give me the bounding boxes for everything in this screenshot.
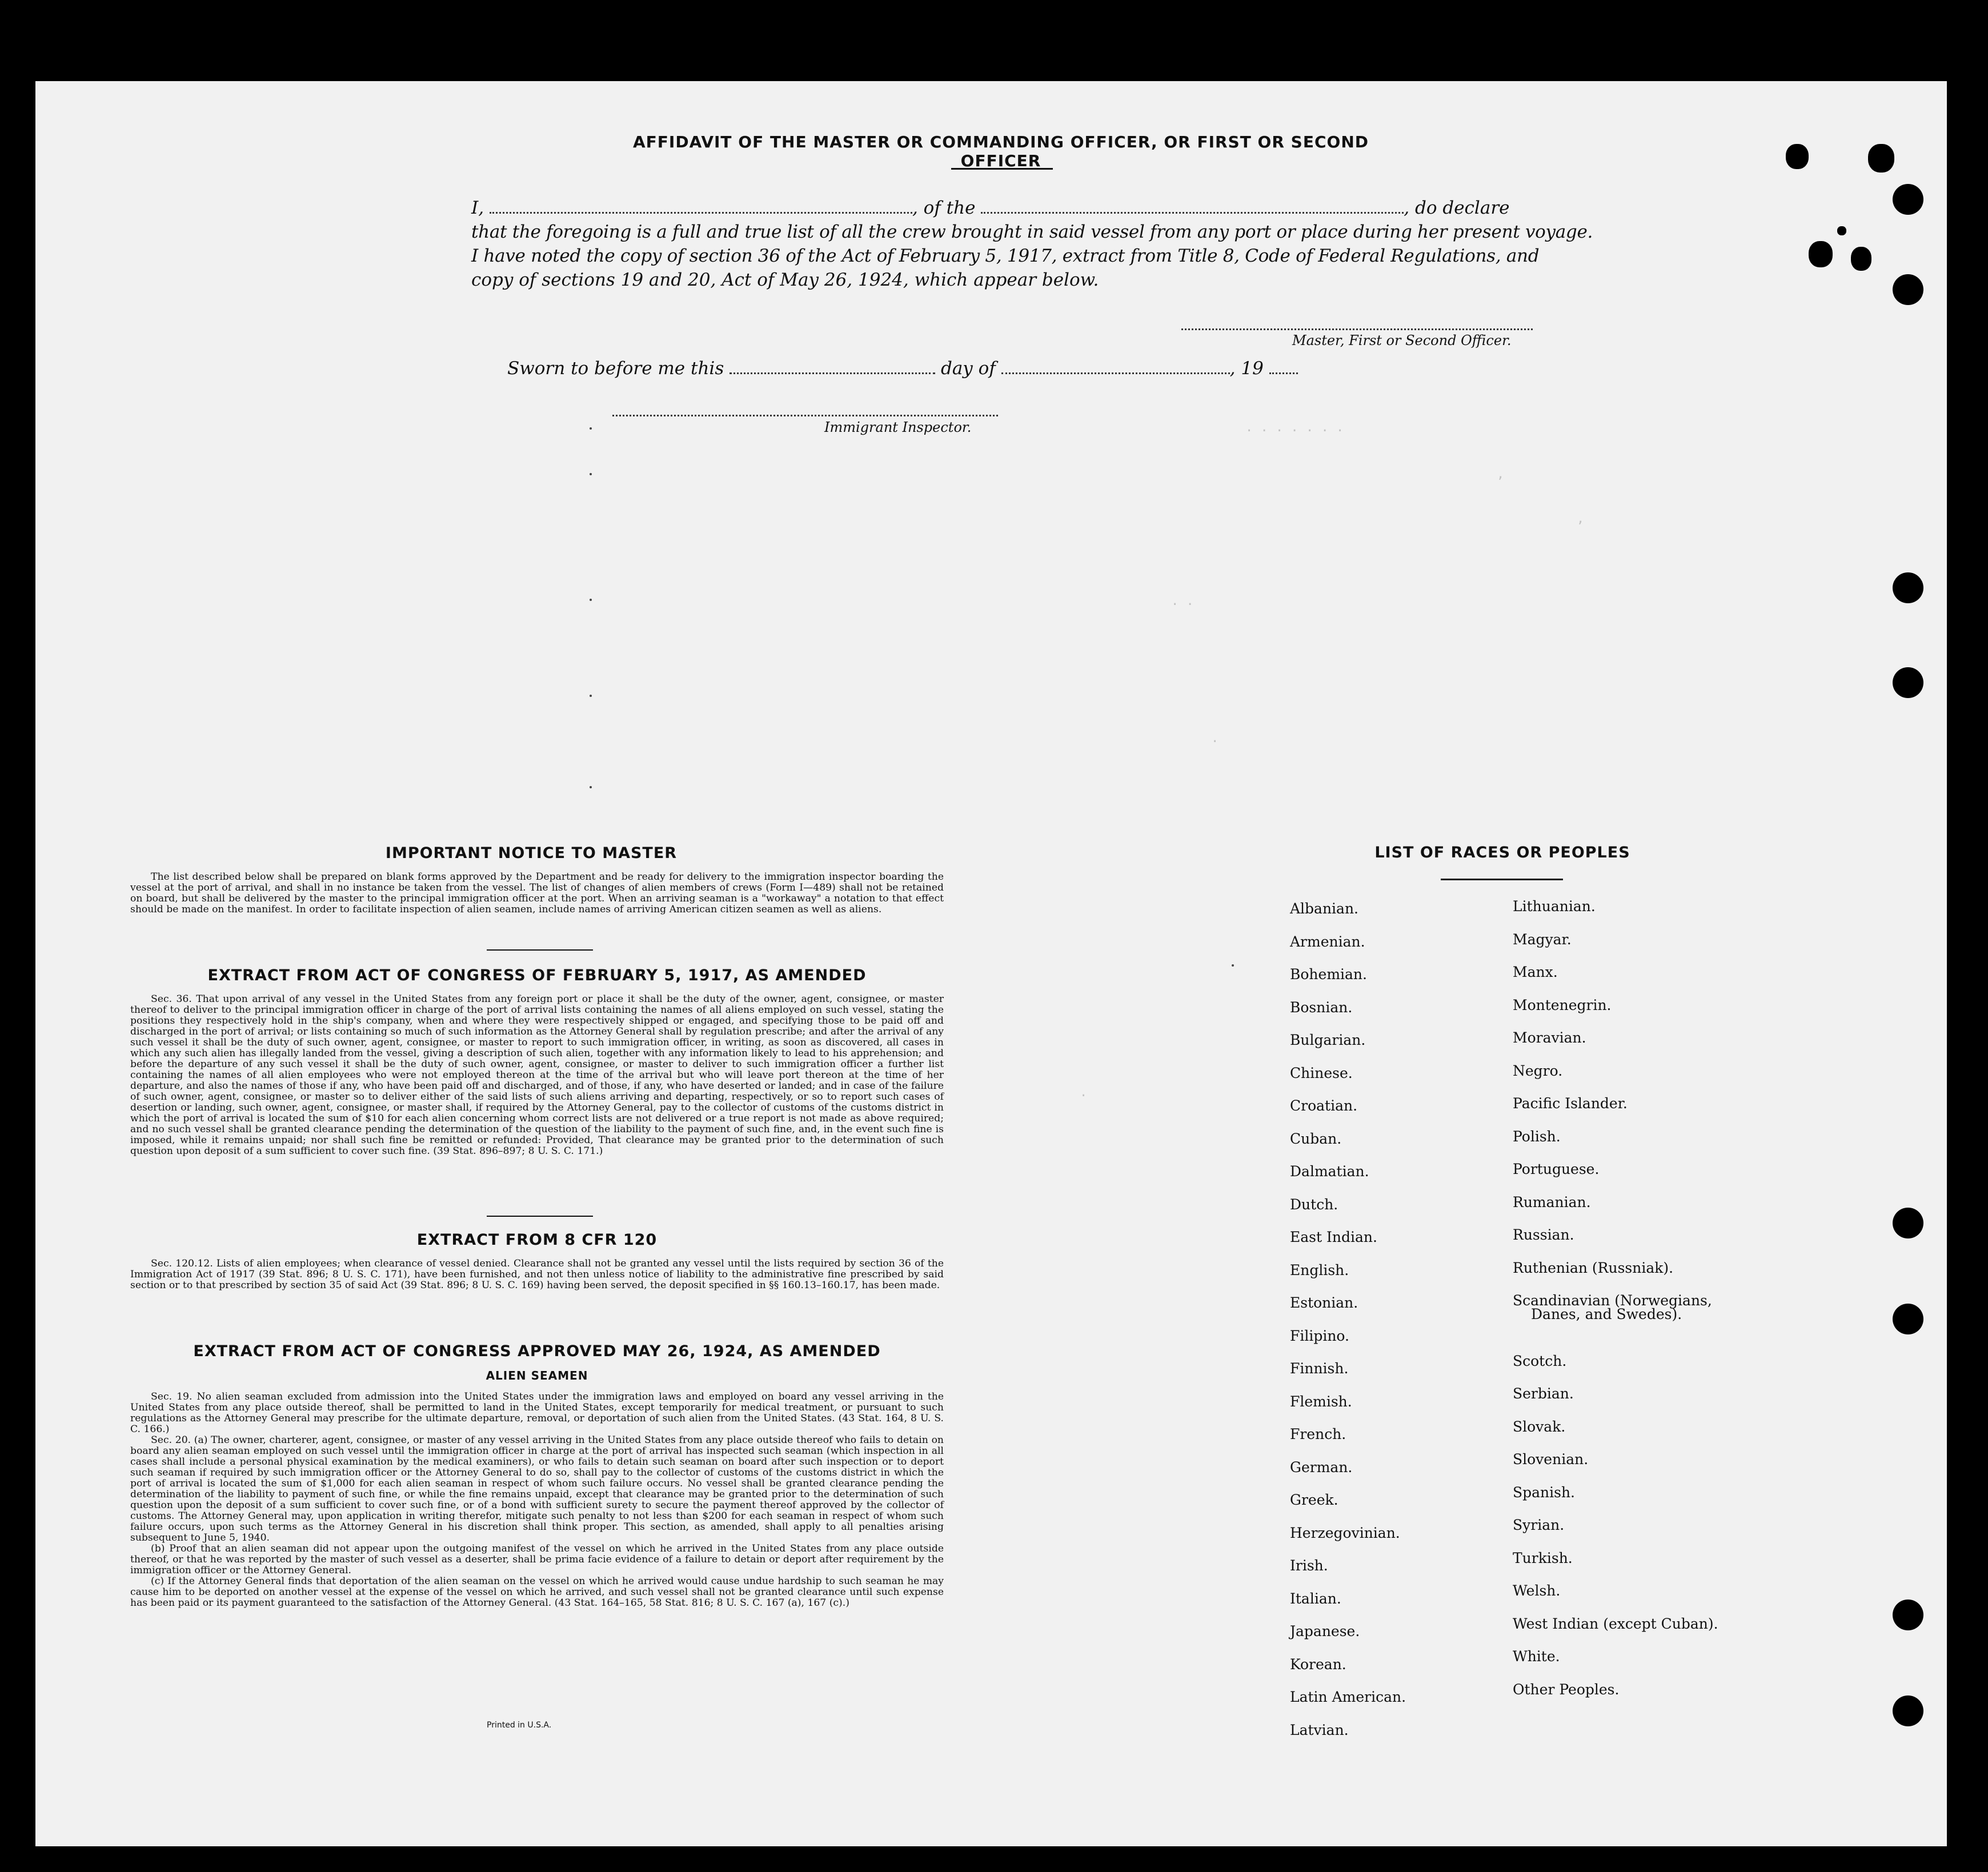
section-20b-paragraph: (b) Proof that an alien seaman did not appear upon the outgoing manifest of the vessel on which he arrived in the United States from any place outside thereof, or that he was reported by the master of such vessel as a deserter, shall be prima facie evidence of a failure to detain or deport after requirement by the immigration officer or the Attorney General. bbox=[130, 1543, 944, 1576]
race-item: Filipino. bbox=[1290, 1328, 1349, 1344]
race-item: Russian. bbox=[1513, 1226, 1574, 1243]
extract-1924-subheading: ALIEN SEAMEN bbox=[486, 1369, 588, 1382]
race-item: Croatian. bbox=[1290, 1097, 1358, 1114]
race-item: West Indian (except Cuban). bbox=[1513, 1616, 1718, 1632]
notice-heading: IMPORTANT NOTICE TO MASTER bbox=[385, 844, 678, 862]
race-item: English. bbox=[1290, 1262, 1349, 1278]
race-item: Flemish. bbox=[1290, 1393, 1352, 1410]
race-item: Bohemian. bbox=[1290, 966, 1367, 983]
race-item: Ruthenian (Russniak). bbox=[1513, 1260, 1674, 1276]
race-item: Chinese. bbox=[1290, 1065, 1353, 1081]
race-item: Scandinavian (Norwegians, bbox=[1513, 1292, 1712, 1309]
race-item: Bulgarian. bbox=[1290, 1032, 1366, 1048]
race-item: Serbian. bbox=[1513, 1385, 1574, 1402]
race-item: Armenian. bbox=[1290, 933, 1365, 950]
affidavit-of-the: , of the bbox=[912, 198, 976, 218]
race-item: Syrian. bbox=[1513, 1517, 1565, 1533]
race-item: Polish. bbox=[1513, 1128, 1561, 1145]
race-item: German. bbox=[1290, 1459, 1353, 1476]
race-item: White. bbox=[1513, 1648, 1560, 1665]
race-item: Irish. bbox=[1290, 1557, 1328, 1574]
race-item: Rumanian. bbox=[1513, 1194, 1591, 1210]
section-19-paragraph: Sec. 19. No alien seaman excluded from admission into the United States under the immigration laws and employed on board any vessel arriving in the United States from any place outside thereof, shall be permitted to land in the United States, except temporarily for medical treatment, or pursuant to such regulations as the Attorney General may prescribe for the ultimate departure, removal, or deportation of such alien from the United States. (43 Stat. 164, 8 U. S. C. 166.) bbox=[130, 1391, 944, 1435]
race-item: Moravian. bbox=[1513, 1029, 1586, 1046]
punch-hole bbox=[1893, 1695, 1923, 1726]
bleed-mark bbox=[590, 599, 592, 601]
race-item: Herzegovinian. bbox=[1290, 1525, 1400, 1541]
sworn-year-blank[interactable] bbox=[1269, 358, 1298, 374]
affidavit-i: I, bbox=[471, 198, 484, 218]
race-item: French. bbox=[1290, 1426, 1346, 1442]
punch-hole bbox=[1893, 184, 1923, 215]
sworn-day-blank[interactable] bbox=[730, 358, 935, 374]
race-item: East Indian. bbox=[1290, 1229, 1377, 1245]
punch-hole bbox=[1893, 1304, 1923, 1334]
affidavit-title: AFFIDAVIT OF THE MASTER OR COMMANDING OFFICER, OR FIRST OR SECOND OFFICER bbox=[632, 133, 1369, 170]
race-item: Pacific Islander. bbox=[1513, 1095, 1628, 1112]
punch-hole bbox=[1893, 572, 1923, 603]
section-20a-paragraph: Sec. 20. (a) The owner, charterer, agent, consignee, or master of any vessel arriving in the United States from any place outside thereof who fails to detain on board any alien seaman employed on such vessel until the immigration officer in charge at the port of arrival has inspected such seaman (which inspection in all cases shall include a personal physical examination by the medical examiners), or who fails to detain such seaman on board after such inspection or to deport such seaman if required by such immigration officer or the Attorney General to do so, shall pay to the collector of customs of the customs district in which the port of arrival is located the sum of $1,000 for each alien seaman in respect of whom such failure occurs. No vessel shall be granted clearance pending the determination of the liability to payment of such fine, or while the fine remains unpaid, except that clearance may be granted prior to the determination of such question upon the deposit of a sum sufficient to cover such fine, or of a bond with sufficient surety to secure the payment thereof approved by the collector of customs. The Attorney General may, upon application in writing therefor, mitigate such penalty to not less than $200 for each seaman in respect of whom such failure occurs, upon such terms as the Attorney General in his discretion shall think proper. This section, as amended, shall apply to all penalties arising subsequent to June 5, 1940. bbox=[130, 1434, 944, 1544]
races-heading: LIST OF RACES OR PEOPLES bbox=[1374, 844, 1630, 861]
bleed-mark bbox=[1232, 964, 1234, 967]
race-item: Albanian. bbox=[1290, 900, 1359, 917]
sworn-year: , 19 bbox=[1229, 358, 1264, 379]
race-item: Other Peoples. bbox=[1513, 1681, 1620, 1698]
master-caption: Master, First or Second Officer. bbox=[1292, 332, 1512, 348]
affidavit-line-3: I have noted the copy of section 36 of the Act of February 5, 1917, extract from Title 8, Code of Federal Regulations, and bbox=[471, 246, 1540, 266]
affidavit-line-4: copy of sections 19 and 20, Act of May 26, 1924, which appear below. bbox=[471, 270, 1099, 290]
printed-in-usa: Printed in U.S.A. bbox=[487, 1721, 552, 1730]
race-item: Magyar. bbox=[1513, 931, 1572, 948]
extract-1924-heading: EXTRACT FROM ACT OF CONGRESS APPROVED MAY 26, 1924, AS AMENDED bbox=[193, 1342, 881, 1360]
notice-rule bbox=[487, 949, 593, 951]
title-rule bbox=[951, 168, 1053, 170]
bleed-mark bbox=[590, 473, 592, 475]
race-item: Italian. bbox=[1290, 1590, 1341, 1607]
name-blank[interactable] bbox=[490, 197, 912, 214]
sworn-month-blank[interactable] bbox=[1001, 358, 1230, 374]
extract-cfr-heading: EXTRACT FROM 8 CFR 120 bbox=[416, 1231, 658, 1249]
race-item: Estonian. bbox=[1290, 1294, 1358, 1311]
race-item: Cuban. bbox=[1290, 1131, 1342, 1147]
ink-blot bbox=[1809, 241, 1833, 267]
extract-1917-heading: EXTRACT FROM ACT OF CONGRESS OF FEBRUARY 5, 1917, AS AMENDED bbox=[207, 967, 867, 984]
race-item: Manx. bbox=[1513, 964, 1558, 980]
race-item: Negro. bbox=[1513, 1063, 1563, 1079]
race-item: Japanese. bbox=[1290, 1623, 1360, 1639]
race-item: Slovenian. bbox=[1513, 1451, 1589, 1468]
affidavit-line-1 bbox=[471, 197, 1534, 218]
race-item: Danes, and Swedes). bbox=[1531, 1306, 1682, 1322]
race-item: Bosnian. bbox=[1290, 999, 1353, 1016]
race-item: Finnish. bbox=[1290, 1360, 1349, 1377]
bleed-mark bbox=[590, 786, 592, 788]
section-20c-paragraph: (c) If the Attorney General finds that deportation of the alien seaman on the vessel on which he arrived would cause undue hardship to such seaman he may cause him to be deported on another vessel at the expense of the vessel on which he arrived, and such vessel shall not be granted clearance until such expense has been paid or its payment guaranteed to the satisfaction of the Attorney General. (43 Stat. 164–165, 58 Stat. 816; 8 U. S. C. 167 (a), 167 (c).) bbox=[130, 1576, 944, 1609]
race-item: Montenegrin. bbox=[1513, 997, 1612, 1013]
race-item: Welsh. bbox=[1513, 1582, 1561, 1599]
punch-hole bbox=[1893, 274, 1923, 305]
punch-hole bbox=[1893, 1208, 1923, 1238]
bleed-mark bbox=[590, 695, 592, 697]
races-rule bbox=[1441, 879, 1563, 880]
race-item: Turkish. bbox=[1513, 1550, 1573, 1566]
punch-hole bbox=[1893, 1600, 1923, 1630]
race-item: Slovak. bbox=[1513, 1418, 1566, 1435]
inspector-signature-line[interactable] bbox=[612, 415, 998, 416]
inspector-caption: Immigrant Inspector. bbox=[824, 419, 972, 435]
punch-hole bbox=[1893, 667, 1923, 698]
ink-blot bbox=[1786, 144, 1809, 169]
race-item: Latin American. bbox=[1290, 1689, 1406, 1705]
race-item: Greek. bbox=[1290, 1492, 1338, 1508]
race-item: Dalmatian. bbox=[1290, 1163, 1369, 1180]
affidavit-do-declare: , do declare bbox=[1404, 198, 1510, 218]
ink-blot bbox=[1837, 226, 1846, 235]
race-item: Korean. bbox=[1290, 1656, 1346, 1673]
bleed-mark bbox=[590, 427, 592, 430]
sworn-text: Sworn to before me this bbox=[507, 358, 724, 379]
vessel-blank[interactable] bbox=[981, 197, 1404, 214]
race-item: Latvian. bbox=[1290, 1722, 1349, 1738]
race-item: Scotch. bbox=[1513, 1353, 1567, 1369]
ink-blot bbox=[1851, 247, 1871, 271]
race-item: Lithuanian. bbox=[1513, 898, 1596, 915]
sworn-day-of: day of bbox=[940, 358, 996, 379]
sworn-line bbox=[507, 358, 1364, 379]
ink-blot bbox=[1868, 144, 1894, 173]
master-signature-line[interactable] bbox=[1181, 328, 1533, 330]
extract-1924-text bbox=[130, 1392, 944, 1609]
race-item: Portuguese. bbox=[1513, 1161, 1600, 1177]
notice-text: The list described below shall be prepared on blank forms approved by the Department and be ready for delivery to the immigration inspector boarding the vessel at the port of arrival, and shall in no instance be taken from the vessel. The list of changes of alien members of crews (Form I—489) shall not be retained on board, but shall be delivered by the master to the principal immigration officer at the port. When an arriving seaman is a "workaway" a notation to that effect should be made on the manifest. In order to facilitate inspection of alien seamen, include names of arriving American citizen seamen as well as aliens. bbox=[130, 871, 944, 915]
extract-cfr-text: Sec. 120.12. Lists of alien employees; when clearance of vessel denied. Clearance shall not be granted any vessel until the lists required by section 36 of the Immigration Act of 1917 (39 Stat. 896; 8 U. S. C. 171), have been furnished, and not then unless notice of liability to the administrative fine prescribed by said section or to that prescribed by section 35 of said Act (39 Stat. 896; 8 U. S. C. 169) having been served, the deposit specified in §§ 160.13–160.17, has been made. bbox=[130, 1258, 944, 1291]
affidavit-line-2: that the foregoing is a full and true list of all the crew brought in said vessel from any port or place during her present voyage. bbox=[471, 222, 1593, 242]
extract-1917-rule bbox=[487, 1216, 593, 1217]
race-item: Dutch. bbox=[1290, 1196, 1338, 1213]
race-item: Spanish. bbox=[1513, 1484, 1576, 1501]
extract-1917-text: Sec. 36. That upon arrival of any vessel in the United States from any foreign port or place it shall be the duty of the owner, agent, consignee, or master thereof to deliver to the principal immigration officer in charge of the port of arrival lists containing the names of all aliens employed on such vessel, stating the positions they respectively hold in the ship's company, when and where they were respectively shipped or engaged, and specifying those to be paid off and discharged in the port of arrival; or lists containing so much of such information as the Attorney General shall by regulation prescribe; and after the arrival of any such vessel it shall be the duty of such owner, agent, consignee, or master to report to such immigration officer, in writing, as soon as discovered, all cases in which any such alien has illegally landed from the vessel, giving a description of such alien, together with any information likely to lead to his apprehension; and before the departure of any such vessel it shall be the duty of such owner, agent, consignee, or master to deliver to such immigration officer a further list containing the names of all alien employees who were not employed thereon at the time of the arrival but who will leave port thereon at the time of her departure, and also the names of those if any, who have been paid off and discharged, and of those, if any, who have deserted or landed; and in case of the failure of such owner, agent, consignee, or master so to deliver either of the said lists of such aliens arriving and departing, respectively, or so to report such cases of desertion or landing, such owner, agent, consignee, or master shall, if required by the Attorney General, pay to the collector of customs of the customs district in which the port of arrival is located the sum of $10 for each alien concerning whom correct lists are not delivered or a true report is not made as above required; and no such vessel shall be granted clearance pending the determination of the question of the liability to the payment of such fine, and, in the event such fine is imposed, while it remains unpaid; nor shall such fine be remitted or refunded: Provided, That clearance may be granted prior to the determination of such question upon deposit of a sum sufficient to cover such fine. (39 Stat. 896–897; 8 U. S. C. 171.) bbox=[130, 993, 944, 1157]
